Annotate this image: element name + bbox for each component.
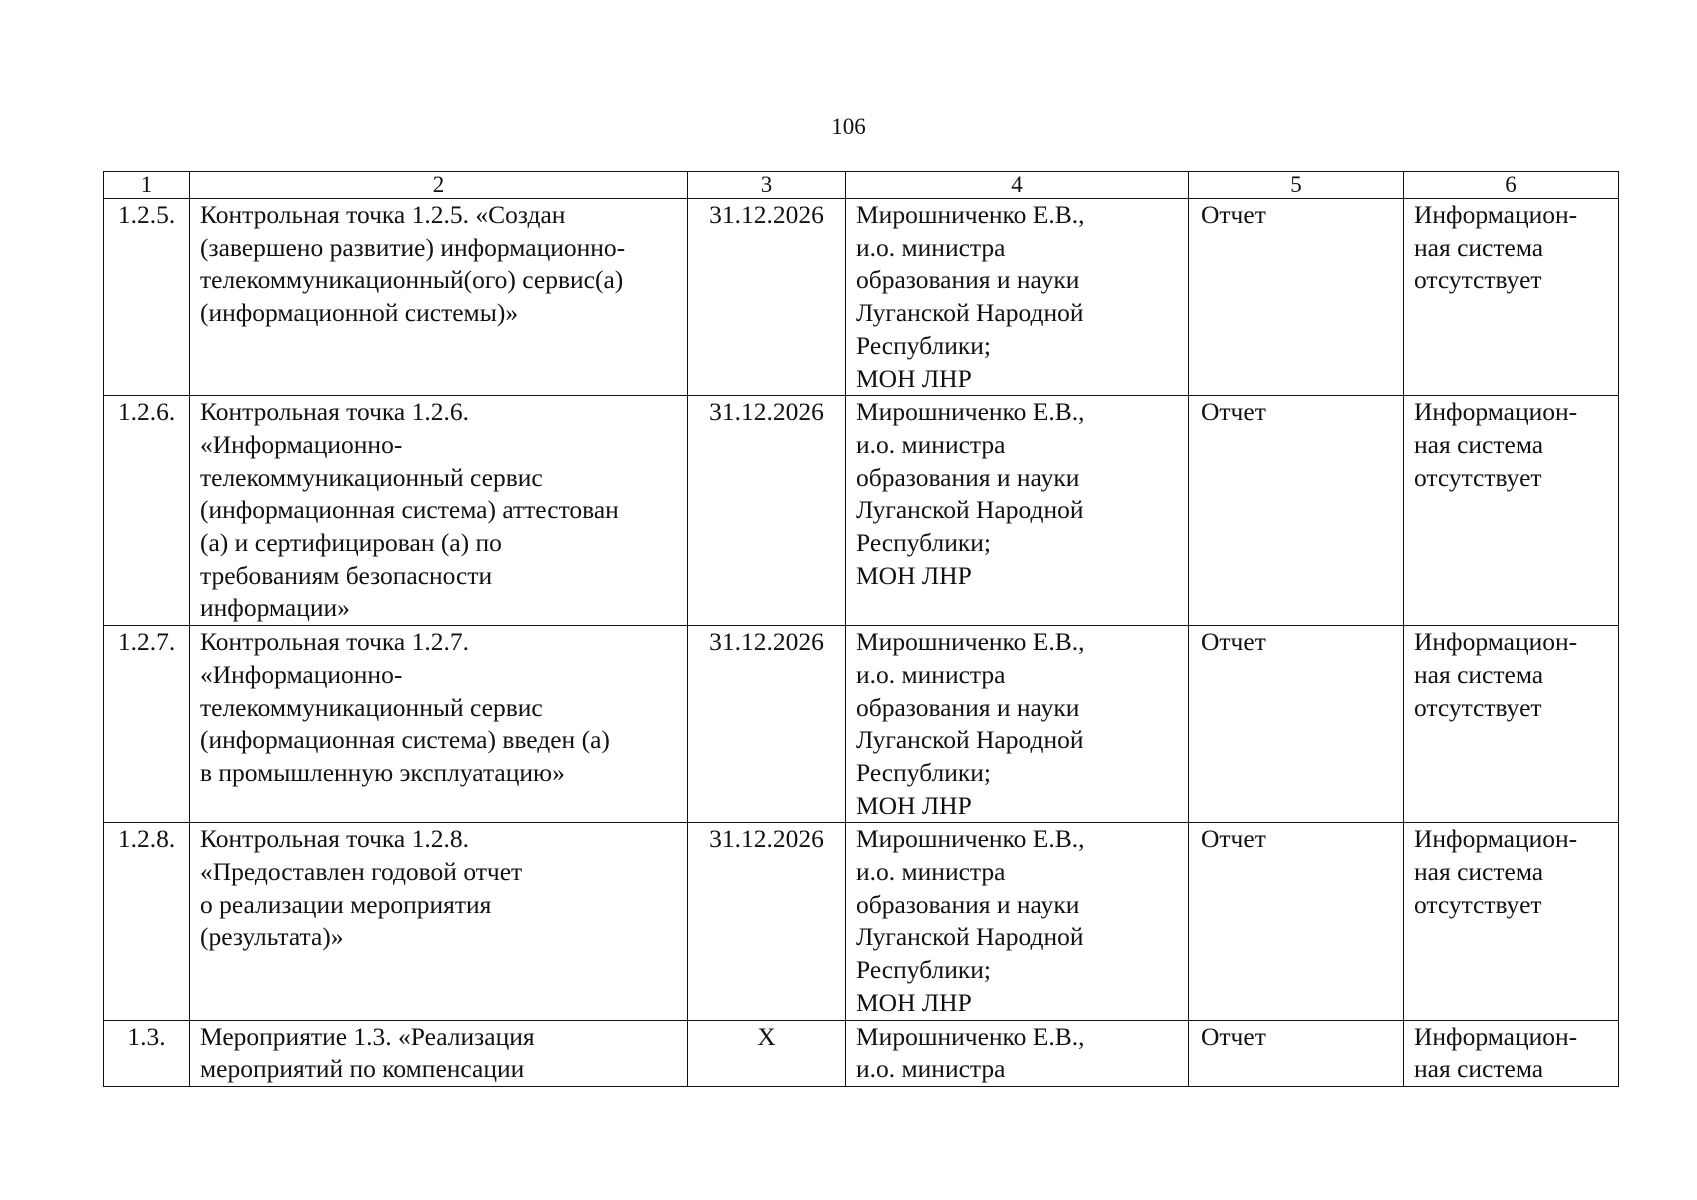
row-information-system: Информацион- ная система отсутствует <box>1404 199 1619 396</box>
row-information-system: Информацион- ная система <box>1404 1020 1619 1086</box>
row-information-system: Информацион- ная система отсутствует <box>1404 396 1619 626</box>
row-responsible: Мирошниченко Е.В., и.о. министра <box>846 1020 1189 1086</box>
page-number: 106 <box>831 114 866 139</box>
column-number: 5 <box>1189 172 1404 199</box>
row-responsible: Мирошниченко Е.В., и.о. министра образования и науки Луганской Народной Республики; МОН ЛНР <box>846 199 1189 396</box>
table-row <box>104 396 1619 626</box>
row-number: 1.2.5. <box>104 199 190 396</box>
row-responsible: Мирошниченко Е.В., и.о. министра образования и науки Луганской Народной Республики; МОН ЛНР <box>846 823 1189 1020</box>
column-number: 1 <box>104 172 190 199</box>
column-number: 6 <box>1404 172 1619 199</box>
row-document: Отчет <box>1189 823 1404 1020</box>
row-deadline: 31.12.2026 <box>688 199 846 396</box>
table-row <box>104 626 1619 823</box>
row-description: Мероприятие 1.3. «Реализация мероприятий по компенсации <box>190 1020 688 1086</box>
row-information-system: Информацион- ная система отсутствует <box>1404 823 1619 1020</box>
row-description: Контрольная точка 1.2.6. «Информационно- телекоммуникационный сервис (информационная система) аттестован (а) и сертифицирован (а) по требованиям безопасности информации» <box>190 396 688 626</box>
row-responsible: Мирошниченко Е.В., и.о. министра образования и науки Луганской Народной Республики; МОН ЛНР <box>846 626 1189 823</box>
column-number: 4 <box>846 172 1189 199</box>
row-document: Отчет <box>1189 199 1404 396</box>
row-document: Отчет <box>1189 396 1404 626</box>
row-description: Контрольная точка 1.2.5. «Создан (завершено развитие) информационно- телекоммуникационный(ого) сервис(а) (информационной системы)» <box>190 199 688 396</box>
column-number: 3 <box>688 172 846 199</box>
table-row <box>104 1020 1619 1086</box>
row-number: 1.2.6. <box>104 396 190 626</box>
row-description: Контрольная точка 1.2.7. «Информационно- телекоммуникационный сервис (информационная система) введен (а) в промышленную эксплуатацию» <box>190 626 688 823</box>
row-deadline: 31.12.2026 <box>688 823 846 1020</box>
row-responsible: Мирошниченко Е.В., и.о. министра образования и науки Луганской Народной Республики; МОН ЛНР <box>846 396 1189 626</box>
row-number: 1.2.8. <box>104 823 190 1020</box>
row-document: Отчет <box>1189 1020 1404 1086</box>
table-row <box>104 823 1619 1020</box>
measures-table <box>103 171 1619 1087</box>
column-number: 2 <box>190 172 688 199</box>
row-deadline: Х <box>688 1020 846 1086</box>
table-row <box>104 199 1619 396</box>
row-number: 1.3. <box>104 1020 190 1086</box>
column-number-row <box>104 172 1619 199</box>
row-deadline: 31.12.2026 <box>688 396 846 626</box>
row-information-system: Информацион- ная система отсутствует <box>1404 626 1619 823</box>
row-description: Контрольная точка 1.2.8. «Предоставлен годовой отчет о реализации мероприятия (результата)» <box>190 823 688 1020</box>
row-number: 1.2.7. <box>104 626 190 823</box>
row-document: Отчет <box>1189 626 1404 823</box>
row-deadline: 31.12.2026 <box>688 626 846 823</box>
